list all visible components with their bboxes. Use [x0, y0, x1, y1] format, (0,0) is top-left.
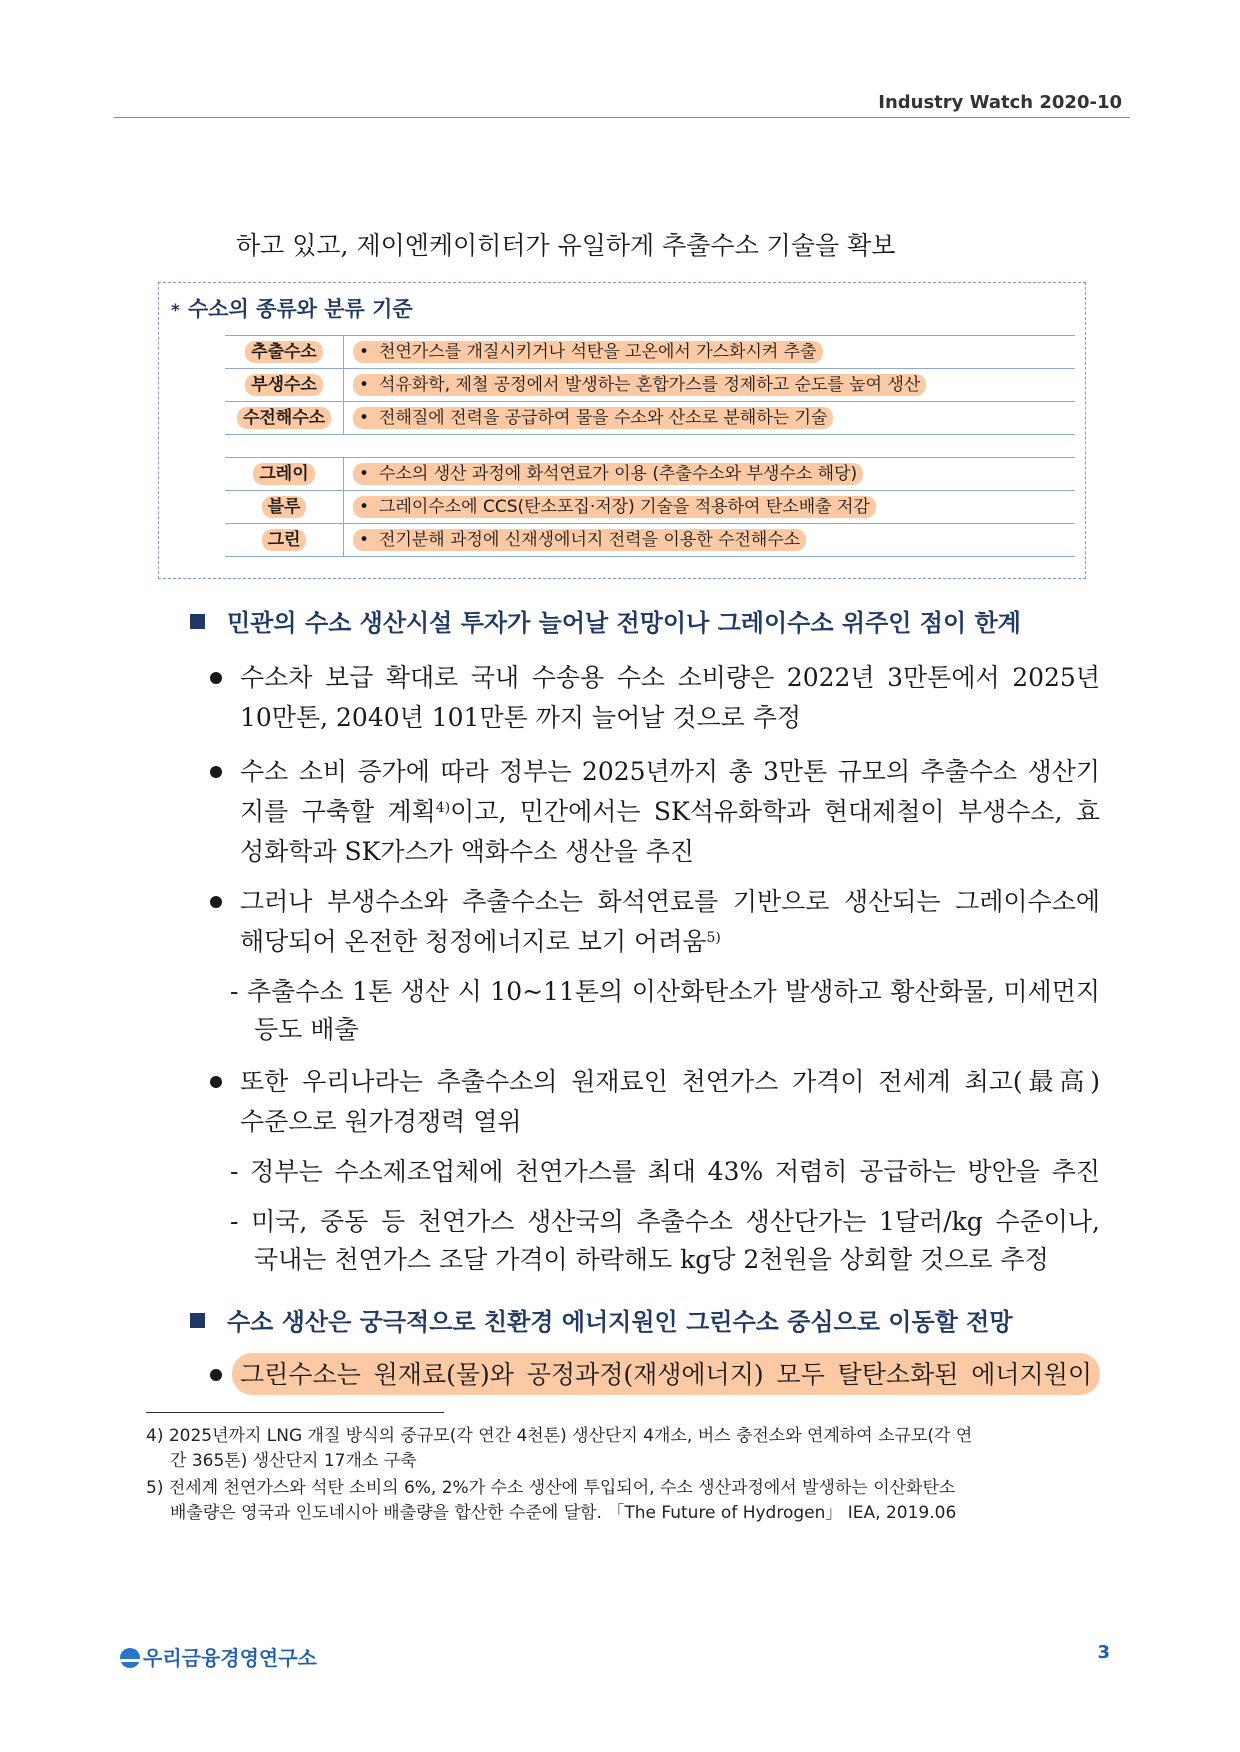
paragraph-line: 그러나 부생수소와 추출수소는 화석연료를 기반으로 생산되는 그레이수소에 [240, 887, 1100, 916]
row-description: • 전기분해 과정에 신재생에너지 전력을 이용한 수전해수소 [353, 529, 806, 551]
square-bullet-icon [190, 1313, 205, 1328]
bullet-icon [210, 1369, 222, 1381]
paragraph-line: - 미국, 중동 등 천연가스 생산국의 추출수소 생산단가는 1달러/kg 수준이나, [230, 1207, 1100, 1236]
row-description: • 전해질에 전력을 공급하여 물을 수소와 산소로 분해하는 기술 [353, 407, 833, 429]
bullet-icon [210, 672, 222, 684]
footnote-ref: 5) [706, 930, 721, 946]
bullet-icon [210, 1076, 222, 1088]
footnote-4: 4) 2025년까지 LNG 개질 방식의 중규모(각 연간 4천톤) 생산단지 4개소, 버스 충전소와 연계하여 소규모(각 연 [146, 1426, 973, 1446]
row-description: • 석유화학, 제철 공정에서 발생하는 혼합가스를 정제하고 순도를 높여 생산 [353, 374, 926, 396]
bullet-icon: • [359, 464, 370, 484]
bullet-icon: • [359, 342, 370, 362]
row-label: 수전해수소 [237, 407, 331, 429]
logo-icon [120, 1648, 140, 1668]
square-bullet-icon [190, 614, 205, 629]
table-row [225, 524, 1075, 557]
table-row [225, 457, 1075, 491]
section-heading: 수소 생산은 궁극적으로 친환경 에너지원인 그린수소 중심으로 이동할 전망 [190, 1302, 1013, 1337]
row-description: • 천연가스를 개질시키거나 석탄을 고온에서 가스화시켜 추출 [353, 341, 823, 363]
row-label: 추출수소 [245, 341, 323, 363]
paragraph-line: 10만톤, 2040년 101만톤 까지 늘어날 것으로 추정 [240, 703, 802, 732]
row-description: • 수소의 생산 과정에 화석연료가 이용 (추출수소와 부생수소 해당) [353, 463, 863, 485]
bullet-icon: • [359, 497, 370, 517]
paragraph-line: 수소 소비 증가에 따라 정부는 2025년까지 총 3만톤 규모의 추출수소 생산기 [240, 757, 1100, 786]
paragraph-line: 해당되어 온전한 청정에너지로 보기 어려움$^{5)}$ [240, 927, 721, 956]
footnote-5: 5) 전세계 천연가스와 석탄 소비의 6%, 2%가 수소 생산에 투입되어, 수소 생산과정에서 발생하는 이산화탄소 [146, 1478, 956, 1498]
paragraph-line: 그린수소는 원재료(물)와 공정과정(재생에너지) 모두 탈탄소화된 에너지원이 [240, 1360, 1092, 1389]
paragraph-line: - 추출수소 1톤 생산 시 10~11톤의 이산화탄소가 발생하고 황산화물, 미세먼지 [230, 977, 1100, 1006]
footnote-5-cont: 배출량은 영국과 인도네시아 배출량을 합산한 수준에 달함. 「The Future of Hydrogen」 IEA, 2019.06 [170, 1503, 957, 1523]
asterisk-icon: * [171, 301, 180, 321]
table-row [225, 402, 1075, 435]
footnote-4-cont: 간 365톤) 생산단지 17개소 구축 [170, 1451, 417, 1471]
row-label: 블루 [262, 496, 307, 518]
box-title: * 수소의 종류와 분류 기준 [171, 297, 413, 321]
footnote-divider [146, 1412, 444, 1413]
page-number: 3 [1097, 1642, 1110, 1663]
bullet-icon: • [359, 530, 370, 550]
paragraph-line: 또한 우리나라는 추출수소의 원재료인 천연가스 가격이 전세계 최고(最高) [240, 1067, 1100, 1096]
table-row [225, 369, 1075, 402]
hydrogen-classification-box [158, 282, 1086, 579]
production-type-table [225, 335, 1075, 435]
table-row [225, 335, 1075, 369]
paragraph-line: 지를 구축할 계획$^{4)}$이고, 민간에서는 SK석유화학과 현대제철이 부생수소, 효 [240, 797, 1101, 826]
row-label: 그레이 [253, 463, 314, 485]
paragraph-line: - 정부는 수소제조업체에 천연가스를 최대 43% 저렴히 공급하는 방안을 추진 [230, 1157, 1100, 1186]
bullet-icon: • [359, 408, 370, 428]
row-label: 그린 [262, 529, 307, 551]
bullet-icon [210, 766, 222, 778]
header-divider [114, 117, 1130, 118]
bullet-icon [210, 896, 222, 908]
report-title: Industry Watch 2020-10 [878, 92, 1122, 113]
table-row [225, 491, 1075, 524]
paragraph-line: 수준으로 원가경쟁력 열위 [240, 1107, 522, 1136]
bullet-icon: • [359, 375, 370, 395]
paragraph-line: 수소차 보급 확대로 국내 수송용 수소 소비량은 2022년 3만톤에서 2025년 [240, 663, 1100, 692]
paragraph-line: 성화학과 SK가스가 액화수소 생산을 추진 [240, 837, 694, 866]
section-heading: 민관의 수소 생산시설 투자가 늘어날 전망이나 그레이수소 위주인 점이 한계 [190, 603, 1021, 638]
paragraph-line: 등도 배출 [254, 1015, 359, 1044]
footnote-ref: 4) [435, 800, 451, 816]
intro-line: 하고 있고, 제이엔케이히터가 유일하게 추출수소 기술을 확보 [236, 231, 896, 260]
color-type-table [225, 457, 1075, 557]
row-label: 부생수소 [245, 374, 323, 396]
row-description: • 그레이수소에 CCS(탄소포집·저장) 기술을 적용하여 탄소배출 저감 [353, 496, 876, 518]
paragraph-line: 국내는 천연가스 조달 가격이 하락해도 kg당 2천원을 상회할 것으로 추정 [254, 1245, 1049, 1274]
org-logo: 우리금융경영연구소 [120, 1642, 317, 1671]
